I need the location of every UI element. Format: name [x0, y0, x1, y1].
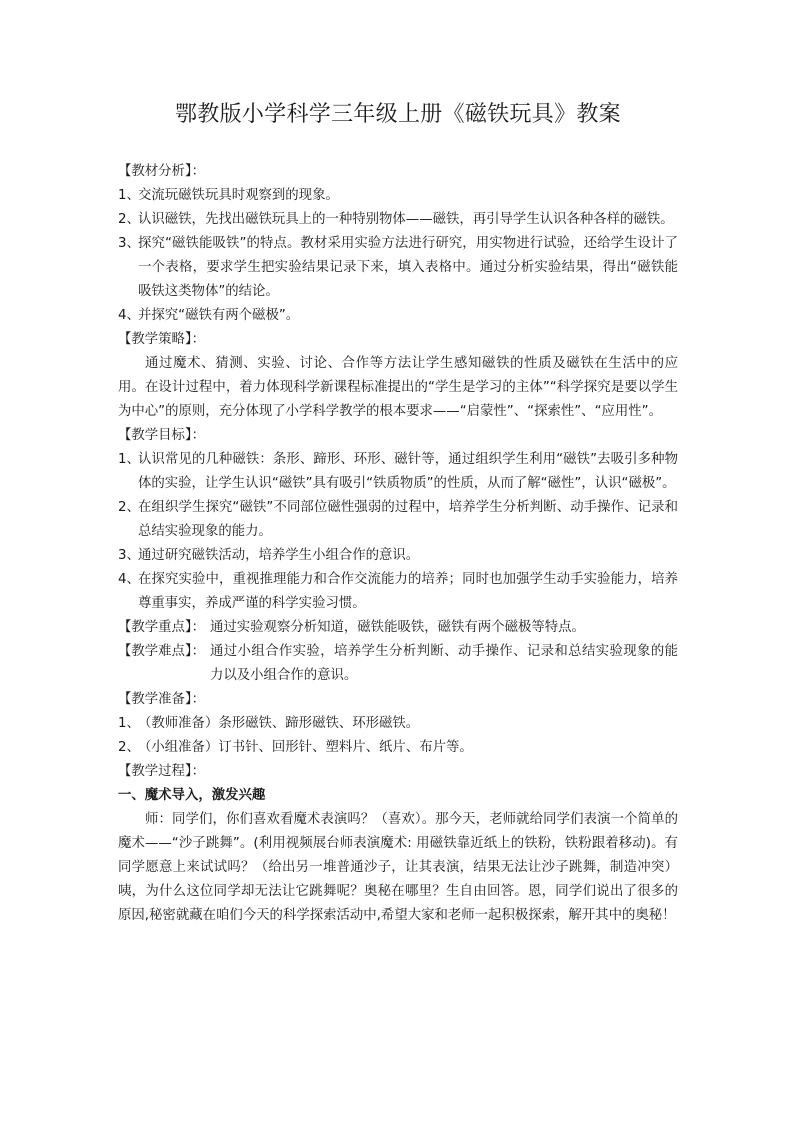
list-item-number: 1、 — [118, 716, 140, 731]
list-item — [118, 448, 678, 496]
list-item-text: 认识磁铁，先找出磁铁玩具上的一种特别物体——磁铁，再引导学生认识各种各样的磁铁。 — [138, 212, 674, 227]
list-item — [118, 304, 678, 328]
list-item-text: 通过研究磁铁活动，培养学生小组合作的意识。 — [138, 548, 420, 563]
key-point-row — [118, 616, 678, 640]
list-item-number: 3、 — [118, 548, 140, 563]
list-item — [118, 496, 678, 544]
list-item — [118, 208, 678, 232]
list-item — [118, 568, 678, 616]
list-item-number: 2、 — [118, 500, 140, 515]
list-item-text: 在组织学生探究“磁铁”不同部位磁性强弱的过程中，培养学生分析判断、动手操作、记录和总结实验现象的能力。 — [138, 500, 678, 539]
list-item-text: 交流玩磁铁玩具时观察到的现象。 — [138, 188, 339, 203]
difficult-point-row — [118, 640, 678, 688]
list-item-text: 探究“磁铁能吸铁”的特点。教材采用实验方法进行研究，用实物进行试验，还给学生设计了一个表格，要求学生把实验结果记录下来，填入表格中。通过分析实验结果，得出“磁铁能吸铁这类物体”的结论。 — [138, 236, 678, 299]
preparation-heading: 【教学准备】： — [118, 692, 206, 707]
list-item-number: 1、 — [118, 188, 140, 203]
document-page — [118, 100, 678, 928]
process-heading: 【教学过程】： — [118, 764, 206, 779]
list-item — [118, 712, 678, 736]
list-item — [118, 736, 678, 760]
section-paragraph: 师：同学们，你们喜欢看魔术表演吗？（喜欢）。那今天，老师就给同学们表演一个简单的魔术——“沙子跳舞”。(利用视频展台师表演魔术: 用磁铁靠近纸上的铁粉，铁粉跟着移动)。有同学愿意上来试试吗？（给出另一堆普通沙子，让其表演，结果无法让沙子跳舞，制造冲突）咦，为什么这位同学却无法让它跳舞呢？奥秘在哪里？生自由回答。恩，同学们说出了很多的原因,秘密就藏在咱们今天的科学探索活动中,希望大家和老师一起积极探索，解开其中的奥秘！ — [118, 812, 678, 923]
document-title: 鄂教版小学科学三年级上册《磁铁玩具》教案 — [174, 102, 621, 127]
difficult-point-label: 【教学难点】： — [118, 644, 206, 659]
list-item-text: 认识常见的几种磁铁：条形、蹄形、环形、磁针等，通过组织学生利用“磁铁”去吸引多种物体的实验，让学生认识“磁铁”具有吸引“铁质物质”的性质，从而了解“磁性”，认识“磁极”。 — [138, 452, 678, 491]
list-item-number: 2、 — [118, 212, 140, 227]
list-item — [118, 184, 678, 208]
list-item-number: 3、 — [118, 236, 140, 251]
list-item-text: （小组准备）订书针、回形针、塑料片、纸片、布片等。 — [138, 740, 473, 755]
list-item-number: 4、 — [118, 308, 140, 323]
teaching-goals-heading: 【教学目标】： — [118, 428, 206, 443]
list-item-text: （教师准备）条形磁铁、蹄形磁铁、环形磁铁。 — [138, 716, 420, 731]
teaching-strategy-heading: 【教学策略】： — [118, 332, 206, 347]
list-item-number: 1、 — [118, 452, 140, 467]
list-item-text: 并探究“磁铁有两个磁极”。 — [138, 308, 300, 323]
list-item-number: 4、 — [118, 572, 140, 587]
list-item-number: 2、 — [118, 740, 140, 755]
list-item — [118, 232, 678, 304]
difficult-point-text: 通过小组合作实验，培养学生分析判断、动手操作、记录和总结实验现象的能力以及小组合作的意识。 — [210, 644, 678, 683]
key-point-text: 通过实验观察分析知道，磁铁能吸铁，磁铁有两个磁极等特点。 — [210, 620, 585, 635]
key-point-label: 【教学重点】： — [118, 620, 206, 635]
list-item — [118, 544, 678, 568]
teaching-strategy-paragraph: 通过魔术、猜测、实验、讨论、合作等方法让学生感知磁铁的性质及磁铁在生活中的应用。在设计过程中，着力体现科学新课程标准提出的“学生是学习的主体”“科学探究是要以学生为中心”的原则，充分体现了小学科学教学的根本要求——“启蒙性”、“探索性”、“应用性”。 — [118, 356, 678, 419]
section-title: 一、魔术导入，激发兴趣 — [118, 788, 266, 803]
textbook-analysis-heading: 【教材分析】： — [118, 164, 206, 179]
list-item-text: 在探究实验中，重视推理能力和合作交流能力的培养；同时也加强学生动手实验能力，培养尊重事实，养成严谨的科学实验习惯。 — [138, 572, 678, 611]
